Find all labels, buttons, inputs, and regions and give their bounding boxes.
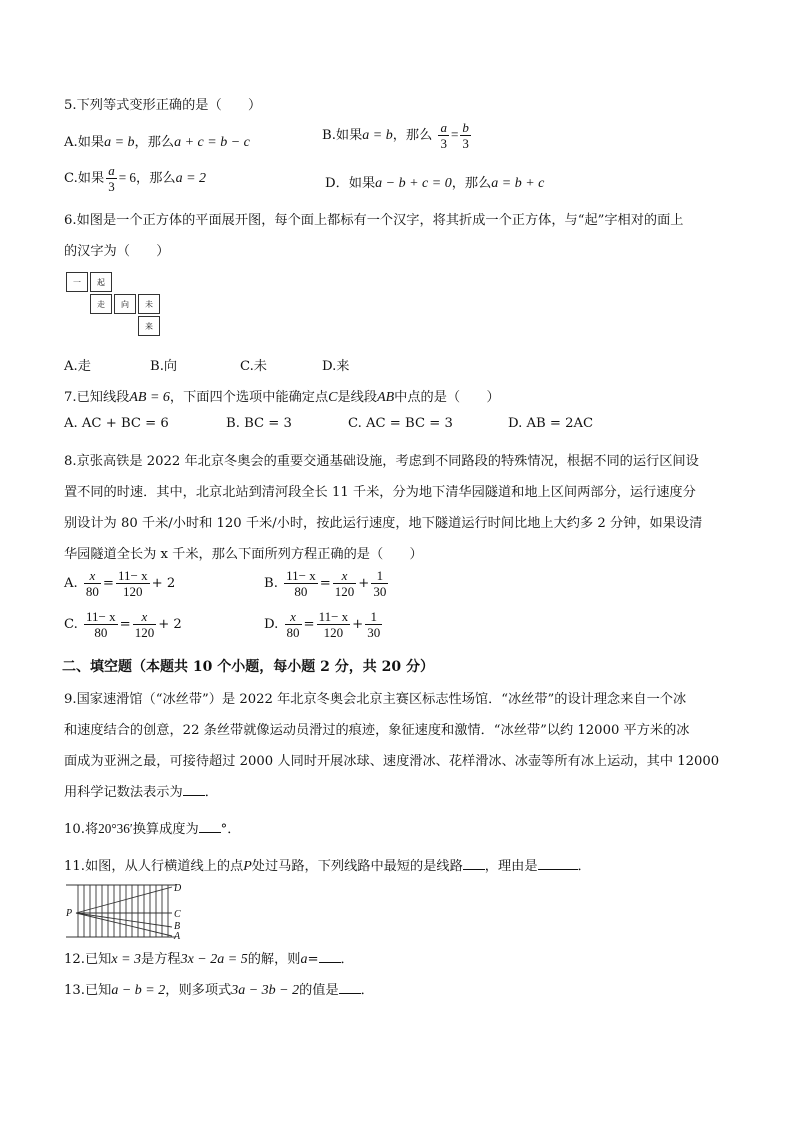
frac xyxy=(317,609,351,640)
answer-blank xyxy=(183,783,205,796)
cube-net-figure xyxy=(66,272,162,338)
q13-c: 的值是 xyxy=(299,983,339,998)
q8-a-label: A. xyxy=(64,576,78,591)
q5-a-cond: a = b xyxy=(104,135,135,150)
frac xyxy=(84,568,101,599)
q5-d-res: a = b + c xyxy=(491,176,545,191)
q7-stem-b: ，下面四个选项中能确定点 xyxy=(169,390,329,405)
q8-line4: 华园隧道全长为 x 千米，那么下面所列方程正确的是（ ） xyxy=(64,547,423,562)
q5-stem: 5.下列等式变形正确的是（ ） xyxy=(64,98,262,113)
q5-b-cond: a = b xyxy=(362,128,393,143)
q9-line4 xyxy=(64,781,218,800)
frac-den: 3 xyxy=(440,136,447,151)
q5-a-label: A.如果 xyxy=(64,135,105,150)
q5-b-frac-left xyxy=(438,120,449,151)
frac-den: 30 xyxy=(367,625,381,640)
cube-face: 走 xyxy=(90,294,112,314)
q5-c-label: C.如果 xyxy=(64,171,105,186)
q5-b-mid: ，那么 xyxy=(392,128,433,143)
q11-stem xyxy=(64,855,591,875)
q6-stem-line2: 的汉字为（ ） xyxy=(64,244,170,259)
q8-c-tail: + 2 xyxy=(158,617,182,632)
fig-label-a: A xyxy=(174,931,181,940)
q7-c: C xyxy=(328,390,338,405)
q7-stem xyxy=(64,386,500,406)
q12-c: 的解，则 xyxy=(247,952,301,967)
q9-line3: 面成为亚洲之最，可接待超过 2000 人同时开展冰球、速度滑冰、花样滑冰、冰壶等所有冰上运动，其中 12000 xyxy=(64,754,720,769)
q8-a-tail: + 2 xyxy=(151,576,176,591)
q5-d-cond: a − b + c = 0 xyxy=(375,176,452,191)
q12-var: a xyxy=(300,952,308,967)
q6-option-c: C.未 xyxy=(240,359,267,374)
q9-line4-end: ． xyxy=(204,785,218,800)
q10-c: °． xyxy=(220,822,241,837)
cube-face: 一 xyxy=(66,272,88,292)
answer-blank xyxy=(319,950,341,963)
frac-num: x xyxy=(333,568,357,584)
q8-d-label: D. xyxy=(264,617,279,632)
frac xyxy=(285,609,302,640)
frac-den: 80 xyxy=(85,584,99,599)
crosswalk-figure xyxy=(64,882,190,940)
q8-option-c: C. $\frac{11- x}{80}$ = $\frac{x}{120}$ + 2 xyxy=(64,609,182,640)
q11-p: P xyxy=(243,859,252,874)
q12-d: = xyxy=(307,952,319,967)
frac-den: 120 xyxy=(123,584,143,599)
q9-line1: 9.国家速滑馆（“冰丝带”）是 2022 年北京冬奥会北京主赛区标志性场馆．“冰丝带”的设计理念来自一个冰 xyxy=(64,692,687,707)
q5-d-label: D．如果 xyxy=(325,176,376,191)
frac-num: x xyxy=(84,568,101,584)
frac-num: 11− x xyxy=(117,568,148,583)
frac-den: 80 xyxy=(294,584,308,599)
frac-den: 3 xyxy=(462,136,469,151)
frac xyxy=(365,609,382,640)
q8-line1: 8.京张高铁是 2022 年北京冬奥会的重要交通基础设施，考虑到不同路段的特殊情况，根据不同的运行区间设 xyxy=(64,454,699,469)
answer-blank xyxy=(538,857,578,870)
q13-expr: 3a − 3b − 2 xyxy=(231,983,300,998)
section-heading: 二、填空题（本题共 10 个小题，每小题 2 分，共 20 分） xyxy=(62,659,434,675)
q8-option-d: D. $\frac{x}{80}$ = $\frac{11- x}{120}$ + $\frac{1}{30}$ xyxy=(264,609,381,640)
frac-num: x xyxy=(133,609,157,625)
q7-stem-e: 中点的是（ ） xyxy=(394,390,500,405)
q5-option-d xyxy=(325,172,544,192)
answer-blank xyxy=(339,981,361,994)
frac-den: 120 xyxy=(323,625,344,640)
frac xyxy=(133,609,157,640)
frac-num: 1 xyxy=(371,568,388,584)
q13-a: 13.已知 xyxy=(64,983,112,998)
q12-b: 是方程 xyxy=(141,952,181,967)
fig-label-c: C xyxy=(174,909,181,920)
q13-b: ，则多项式 xyxy=(165,983,232,998)
q8-line3: 别设计为 80 千米/小时和 120 千米/小时，按此运行速度，地下隧道运行时间比地上大约多 2 分钟，如果设清 xyxy=(64,516,703,531)
fig-label-p: P xyxy=(66,908,73,919)
q7-option-a: A. AC + BC = 6 xyxy=(64,416,169,431)
q5-option-c xyxy=(64,163,206,194)
frac-den: 3 xyxy=(108,179,115,194)
frac-num: x xyxy=(285,609,302,625)
frac xyxy=(333,568,357,599)
q8-b-label: B. xyxy=(264,576,278,591)
frac-num: 11− x xyxy=(318,609,349,624)
q6-option-a: A.走 xyxy=(64,359,91,374)
frac-den: 120 xyxy=(134,625,155,640)
frac-num: 1 xyxy=(365,609,382,625)
cube-face: 向 xyxy=(114,294,136,314)
q5-b-frac-right xyxy=(460,120,471,151)
cube-face: 未 xyxy=(138,294,160,314)
q10-angle: 20°36′ xyxy=(98,821,133,836)
q12-stem xyxy=(64,948,354,968)
q5-d-mid: ，那么 xyxy=(451,176,492,191)
q7-option-c: C. AC = BC = 3 xyxy=(348,416,453,431)
q5-c-res: a = 2 xyxy=(175,171,207,186)
frac-den: 80 xyxy=(94,625,108,640)
answer-blank xyxy=(463,857,485,870)
q5-a-res: a + c = b − c xyxy=(174,135,250,150)
q8-line2: 置不同的时速．其中，北京北站到清河段全长 11 千米，分为地下清华园隧道和地上区间两部分，运行速度分 xyxy=(64,485,696,500)
q5-option-a xyxy=(64,131,250,151)
q8-option-b: B. $\frac{11- x}{80}$ = $\frac{x}{120}$ + $\frac{1}{30}$ xyxy=(264,568,387,599)
frac-num: 11− x xyxy=(86,609,116,624)
answer-blank xyxy=(199,820,221,833)
q11-a: 11.如图，从人行横道线上的点 xyxy=(64,859,244,874)
q8-c-label: C. xyxy=(64,617,78,632)
cube-face: 来 xyxy=(138,316,160,336)
q8-option-a: A. $\frac{x}{80}$ = $\frac{11- x}{120}$ + 2 xyxy=(64,568,176,599)
frac-num: 11− x xyxy=(286,568,316,583)
q11-b: 处过马路，下列线路中最短的是线路 xyxy=(251,859,463,874)
q11-d: ． xyxy=(577,859,591,874)
q7-ab: AB = 6 xyxy=(129,390,170,405)
q9-line2: 和速度结合的创意，22 条丝带就像运动员滑过的痕迹，象征速度和激情．“冰丝带”以约 12000 平方米的冰 xyxy=(64,723,690,738)
q5-c-frac xyxy=(106,163,117,194)
q11-c: ，理由是 xyxy=(484,859,538,874)
frac xyxy=(284,568,318,599)
q5-c-mid: ，那么 xyxy=(136,171,176,186)
q5-option-b: B.如果a = b，那么 $\frac{a}{3}$ = $\frac{b}{3}$ xyxy=(322,120,469,151)
fig-label-d: D xyxy=(174,883,182,894)
frac-num: a xyxy=(440,120,447,135)
q12-e: ． xyxy=(340,952,354,967)
q6-option-b: B.向 xyxy=(150,359,178,374)
q12-a: 12.已知 xyxy=(64,952,112,967)
q10-a: 10.将 xyxy=(64,822,99,837)
q7-stem-d: 是线段 xyxy=(337,390,378,405)
q13-stem xyxy=(64,979,374,999)
q12-cond: x = 3 xyxy=(111,952,142,967)
q5-b-label: B.如果 xyxy=(322,128,363,143)
q12-eq: 3x − 2a = 5 xyxy=(180,952,248,967)
frac-num: b xyxy=(462,120,469,135)
fig-label-b: B xyxy=(174,921,181,932)
cube-face: 起 xyxy=(90,272,112,292)
q6-stem-line1: 6.如图是一个正方体的平面展开图，每个面上都标有一个汉字，将其折成一个正方体，与“起”字相对的面上 xyxy=(64,213,684,228)
q13-d: ． xyxy=(360,983,374,998)
frac-den: 80 xyxy=(286,625,300,640)
q5-a-mid: ，那么 xyxy=(134,135,175,150)
q10-b: 换算成度为 xyxy=(132,822,199,837)
frac xyxy=(371,568,388,599)
q6-option-d: D.来 xyxy=(322,359,350,374)
q5-c-eq: = 6 xyxy=(118,170,137,185)
q7-option-d: D. AB = 2AC xyxy=(508,416,594,431)
frac xyxy=(84,609,118,640)
q7-ab2: AB xyxy=(377,390,395,405)
frac-den: 30 xyxy=(373,584,387,599)
frac-den: 120 xyxy=(334,584,355,599)
frac-num: a xyxy=(108,163,115,178)
q13-cond: a − b = 2 xyxy=(111,983,166,998)
frac xyxy=(116,568,150,599)
q7-option-b: B. BC = 3 xyxy=(226,416,292,431)
q7-stem-a: 7.已知线段 xyxy=(64,390,130,405)
q10-stem xyxy=(64,818,240,837)
q9-line4-text: 用科学记数法表示为 xyxy=(64,785,183,800)
